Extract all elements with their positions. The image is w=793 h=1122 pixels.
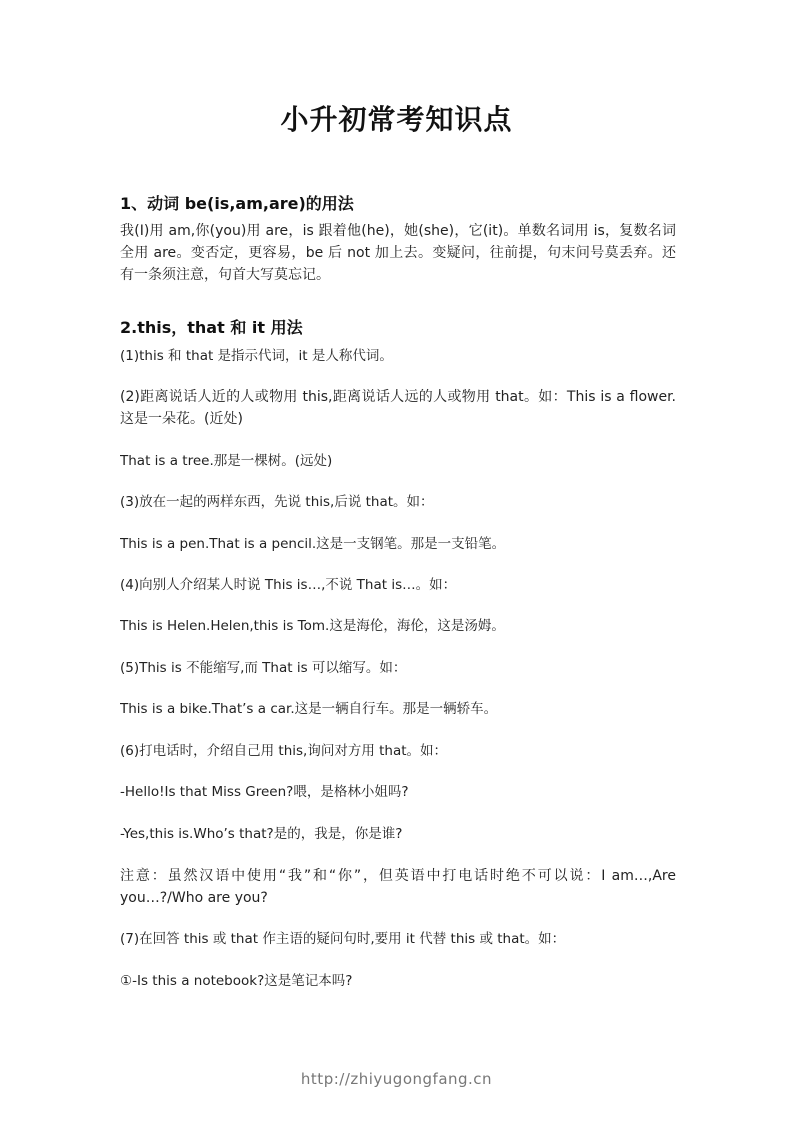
example-sentence: -Hello!Is that Miss Green?喂，是格林小姐吗? [120,784,409,800]
example-sentence: ①-Is this a notebook?这是笔记本吗? [120,973,353,989]
paragraph: (2)距离说话人近的人或物用 this,距离说话人远的人或物用 that。如：This is a flower.这是一朵花。(近处) [120,389,676,427]
section-heading-be-verb: 1、动词 be(is,am,are)的用法 [120,194,354,213]
paragraph: (5)This is 不能缩写,而 That is 可以缩写。如： [120,660,407,676]
paragraph: (1)this 和 that 是指示代词，it 是人称代词。 [120,348,393,364]
note-paragraph: 注意：虽然汉语中使用“我”和“你”，但英语中打电话时绝不可以说：I am…,Are you…?/Who are you? [120,868,676,906]
example-sentence: This is a bike.That’s a car.这是一辆自行车。那是一辆轿车。 [120,701,498,717]
paragraph: (6)打电话时，介绍自己用 this,询问对方用 that。如： [120,743,448,759]
example-sentence: This is Helen.Helen,this is Tom.这是海伦，海伦，这是汤姆。 [120,618,505,634]
page-title: 小升初常考知识点 [280,103,513,136]
paragraph: (3)放在一起的两样东西，先说 this,后说 that。如： [120,494,434,510]
footer-url: http://zhiyugongfang.cn [300,1070,493,1088]
section-body-be-verb: 我(I)用 am,你(you)用 are，is 跟着他(he)，她(she)，它(it)。单数名词用 is，复数名词全用 are。变否定，更容易，be 后 not 加上去。变疑问，往前提，句末问号莫丢弃。还有一条须注意，句首大写莫忘记。 [120,223,676,283]
paragraph: (4)向别人介绍某人时说 This is…,不说 That is…。如： [120,577,457,593]
example-sentence: -Yes,this is.Who’s that?是的，我是，你是谁? [120,826,403,842]
example-sentence: This is a pen.That is a pencil.这是一支钢笔。那是一支铅笔。 [120,536,506,552]
example-sentence: That is a tree.那是一棵树。(远处) [120,453,333,469]
paragraph: (7)在回答 this 或 that 作主语的疑问句时,要用 it 代替 this 或 that。如： [120,931,566,947]
section-heading-this-that-it: 2.this，that 和 it 用法 [120,318,303,337]
